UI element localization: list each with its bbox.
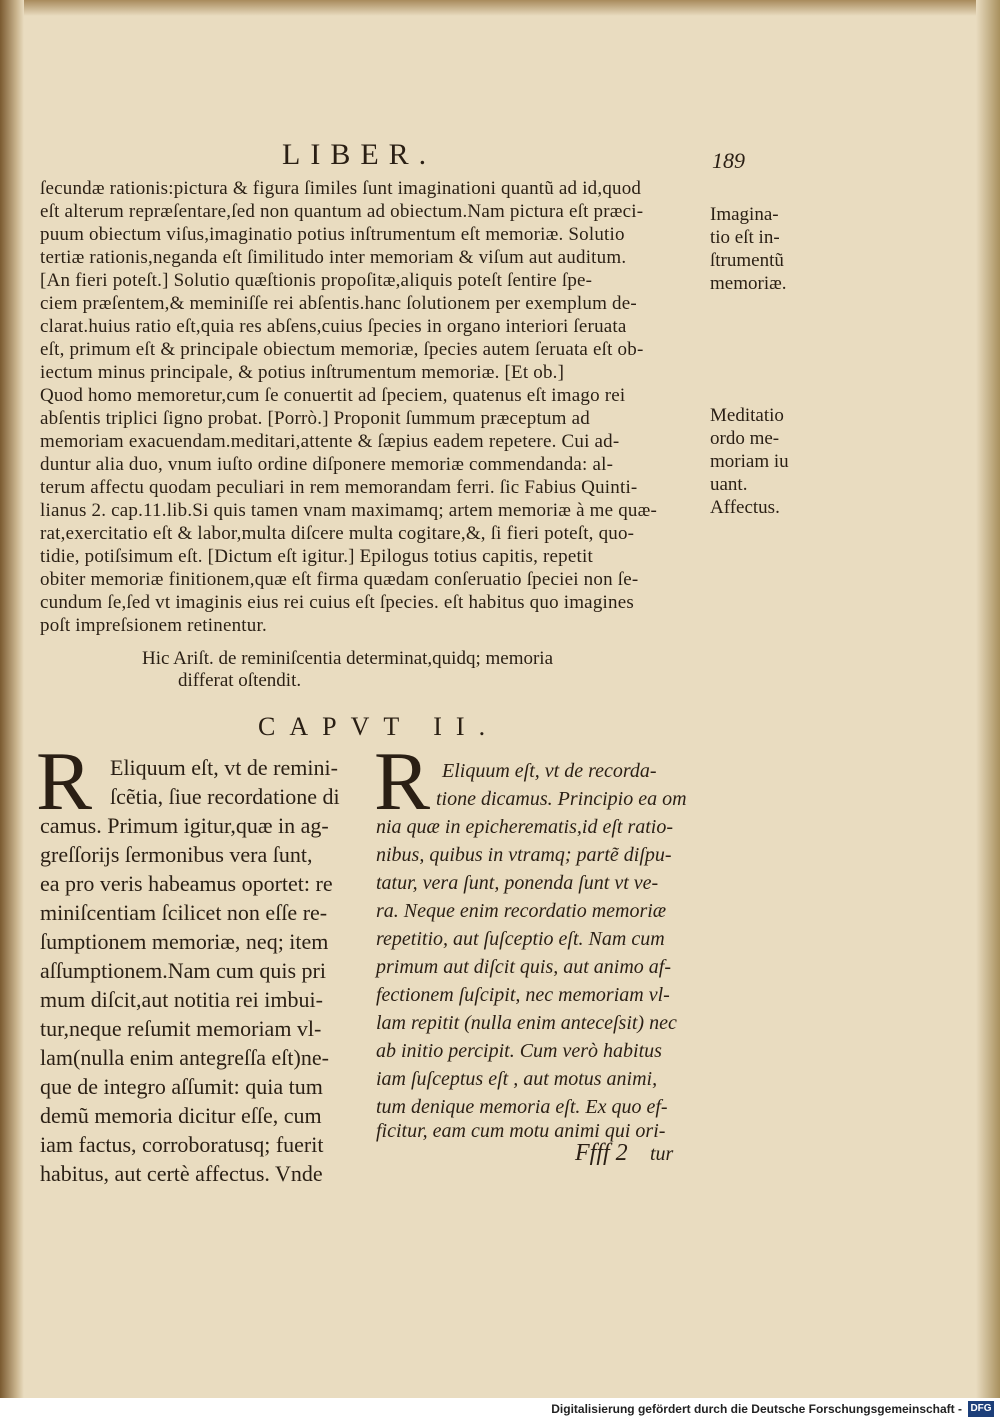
drop-cap: R — [36, 735, 93, 828]
commentary-line: lianus 2. cap.11.lib.Si quis tamen vnam maximamq; artem memoriæ à me quæ- — [40, 500, 658, 521]
right-column-line: tione dicamus. Principio ea om — [436, 788, 687, 810]
commentary-line: tidie, potiſsimum eſt. [Dictum eſt igitur.] Epilogus totius capitis, repetit — [40, 546, 593, 567]
commentary-line: poſt impreſsionem retinentur. — [40, 615, 267, 636]
right-column-line: nia quæ in epicherematis,id eſt ratio- — [376, 816, 674, 838]
left-column-line: camus. Primum igitur,quæ in ag- — [40, 813, 329, 838]
page-number: 189 — [712, 148, 745, 173]
chapter-summary-line: Hic Ariſt. de reminiſcentia determinat,quidq; memoria — [142, 648, 554, 669]
margin-note: uant. — [710, 474, 748, 495]
right-column-line: Eliquum eſt, vt de recorda- — [442, 760, 657, 782]
commentary-line: ſecundæ rationis:pictura & figura ſimiles ſunt imaginationi quantũ ad id,quod — [40, 178, 642, 199]
right-column-line: ab initio percipit. Cum verò habitus — [376, 1040, 662, 1062]
commentary-line: obiter memoriæ finitionem,quæ eſt firma quædam conſeruatio ſpeciei non ſe- — [40, 569, 639, 590]
chapter-summary-line: differat oſtendit. — [178, 670, 302, 691]
commentary-line: clarat.huius ratio eſt,quia res abſens,cuius ſpecies in organo interiori ſeruata — [40, 316, 627, 337]
right-column-line: iam ſuſceptus eſt , aut motus animi, — [376, 1068, 658, 1090]
margin-note: ordo me- — [710, 428, 780, 449]
commentary-line: Quod homo memoretur,cum ſe conuertit ad ſpeciem, quatenus eſt imago rei — [40, 385, 626, 406]
left-column-line: habitus, aut certè affectus. Vnde — [40, 1161, 323, 1186]
left-column-line: que de integro aſſumit: quia tum — [40, 1074, 323, 1099]
commentary-line: tertiæ rationis,neganda eſt ſimilitudo inter memoriam & viſum aut auditum. — [40, 247, 627, 268]
chapter-title: CAPVT II. — [258, 712, 500, 741]
left-column-line: ea pro veris habeamus oportet: re — [40, 871, 333, 896]
right-column-line: nibus, quibus in vtramq; partẽ diſpu- — [376, 844, 672, 866]
commentary-line: memoriam exacuendam.meditari,attente & ſæpius eadem repetere. Cui ad- — [40, 431, 620, 452]
margin-note: tio eſt in- — [710, 227, 780, 248]
drop-cap: R — [374, 735, 431, 828]
right-column-line: repetitio, aut ſuſceptio eſt. Nam cum — [376, 928, 665, 950]
left-column-line: Eliquum eſt, vt de remini- — [110, 755, 338, 780]
commentary-line: eſt alterum repræſentare,ſed non quantum ad obiectum.Nam pictura eſt præci- — [40, 201, 644, 222]
commentary-line: ciem præſentem,& meminiſſe rei abſentis.hanc ſolutionem per exemplum de- — [40, 293, 637, 314]
running-head: LIBER. — [282, 138, 437, 171]
margin-note: Affectus. — [710, 497, 780, 518]
signature-mark: Ffff 2 — [575, 1140, 628, 1166]
commentary-line: cundum ſe,ſed vt imaginis eius rei cuius eſt ſpecies. eſt habitus quo imagines — [40, 592, 634, 613]
page-top-shadow — [0, 0, 1000, 16]
margin-note: moriam iu — [710, 451, 789, 472]
right-column-line: primum aut diſcit quis, aut animo af- — [376, 956, 671, 978]
funding-notice: Digitalisierung gefördert durch die Deutsche Forschungsgemeinschaft - — [551, 1402, 962, 1416]
margin-note: Imagina- — [710, 204, 779, 225]
page-gutter-shadow — [0, 0, 24, 1398]
right-column-line: fectionem ſuſcipit, nec memoriam vl- — [376, 984, 670, 1006]
margin-note: ſtrumentũ — [710, 250, 784, 271]
left-column-line: ſcẽtia, ſiue recordatione di — [110, 784, 340, 809]
commentary-line: puum obiectum viſus,imaginatio potius inſtrumentum eſt memoriæ. Solutio — [40, 224, 625, 245]
commentary-line: rat,exercitatio eſt & labor,multa diſcere multa cogitare,&, ſi fieri poteſt, quo- — [40, 523, 635, 544]
left-column-line: miniſcentiam ſcilicet non eſſe re- — [40, 900, 328, 925]
catchword: tur — [650, 1143, 674, 1165]
commentary-line: [An fieri poteſt.] Solutio quæſtionis propoſitæ,aliquis poteſt ſentire ſpe- — [40, 270, 593, 291]
margin-note: memoriæ. — [710, 273, 787, 294]
dfg-logo-icon: DFG — [968, 1401, 994, 1417]
commentary-line: abſentis triplici ſigno probat. [Porrò.] Proponit ſummum præceptum ad — [40, 408, 590, 429]
left-column-line: lam(nulla enim antegreſſa eſt)ne- — [40, 1045, 329, 1070]
commentary-line: eſt, primum eſt & principale obiectum memoriæ, ſpecies autem ſeruata eſt ob- — [40, 339, 644, 360]
margin-note: Meditatio — [710, 405, 784, 426]
footer-bar — [0, 1398, 1000, 1422]
right-column-line: ra. Neque enim recordatio memoriæ — [376, 900, 667, 922]
right-column-line: tatur, vera ſunt, ponenda ſunt vt ve- — [376, 872, 659, 894]
right-column-line: tum denique memoria eſt. Ex quo ef- — [376, 1096, 668, 1118]
left-column-line: ſumptionem memoriæ, neq; item — [40, 929, 329, 954]
right-column-line: lam repitit (nulla enim anteceſsit) nec — [376, 1012, 677, 1034]
commentary-line: duntur alia duo, vnum iuſto ordine diſponere memoriæ commendanda: al- — [40, 454, 614, 475]
commentary-line: terum affectu quodam peculiari in rem memorandam ferri. ſic Fabius Quinti- — [40, 477, 638, 498]
left-column-line: greſſorijs ſermonibus vera ſunt, — [40, 842, 313, 867]
left-column-line: tur,neque reſumit memoriam vl- — [40, 1016, 322, 1041]
left-column-line: demũ memoria dicitur eſſe, cum — [40, 1103, 322, 1128]
page-right-edge — [976, 0, 1000, 1398]
left-column-line: iam factus, corroboratusq; fuerit — [40, 1132, 324, 1157]
left-column-line: aſſumptionem.Nam cum quis pri — [40, 958, 326, 983]
right-column-line: ficitur, eam cum motu animi qui ori- — [376, 1120, 666, 1142]
commentary-line: iectum minus principale, & potius inſtrumentum memoriæ. [Et ob.] — [40, 362, 565, 383]
left-column-line: mum diſcit,aut notitia rei imbui- — [40, 987, 323, 1012]
